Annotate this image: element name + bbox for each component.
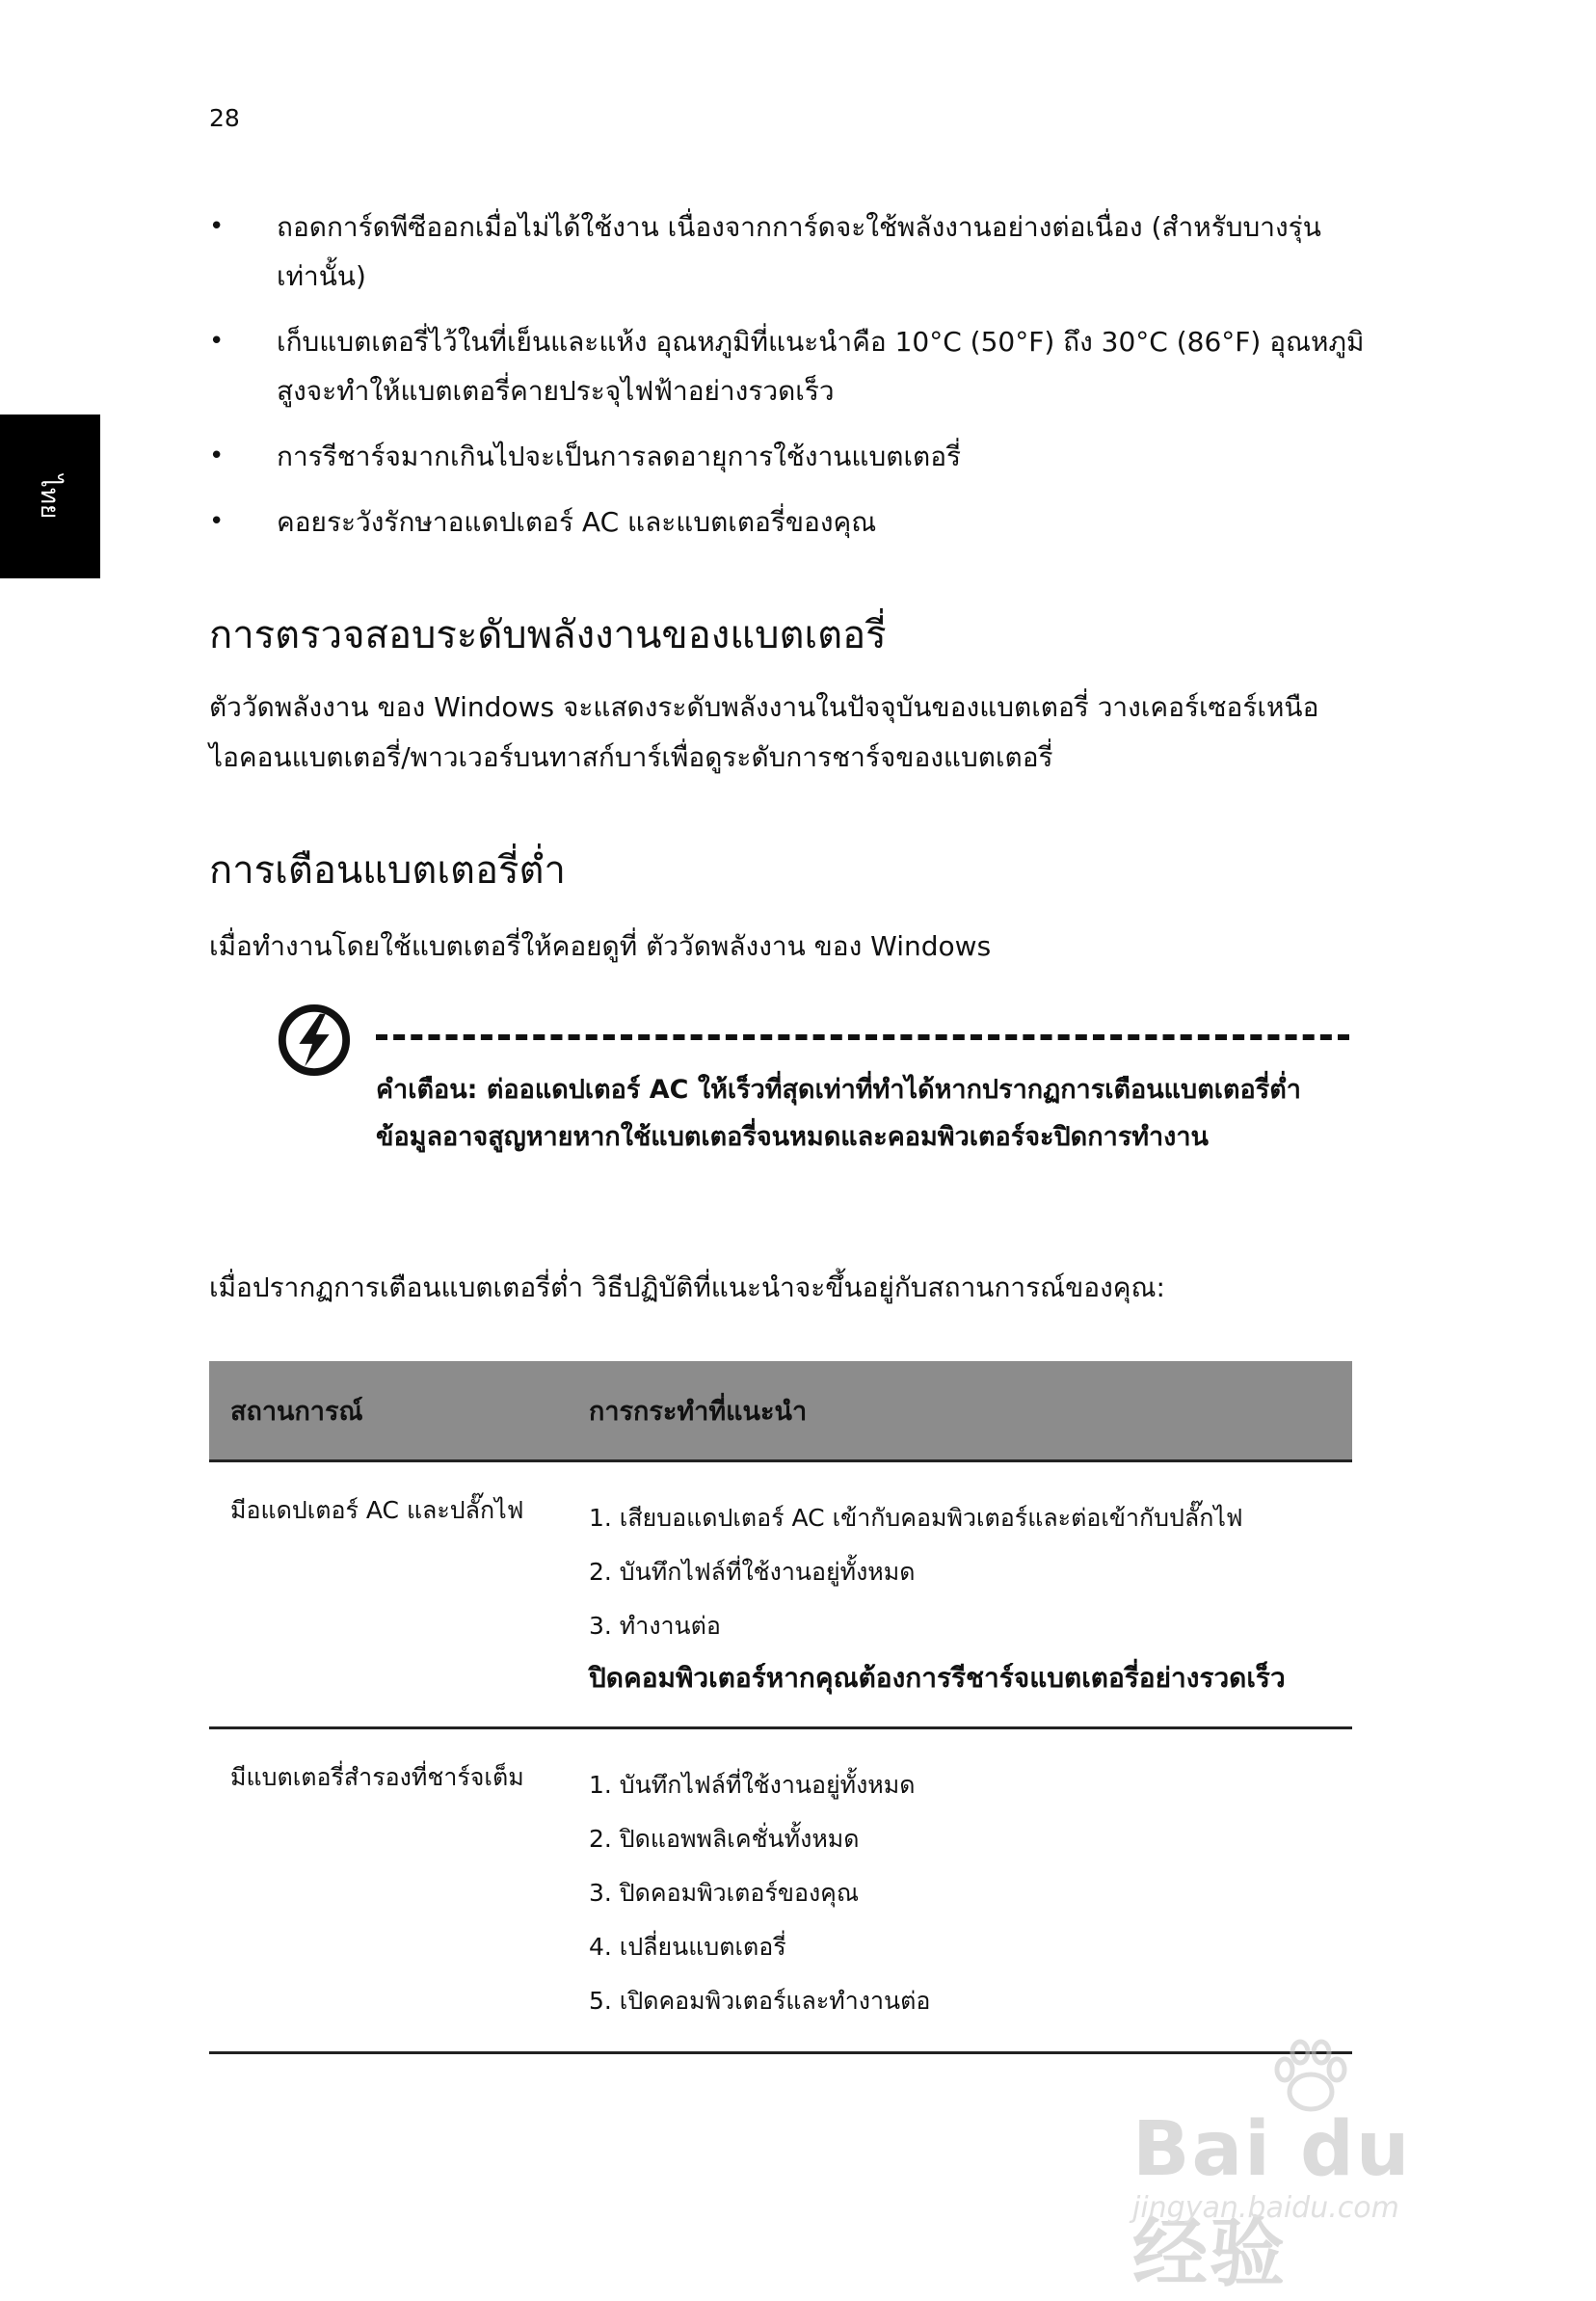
action-step: 5. เปิดคอมพิวเตอร์และทำงานต่อ xyxy=(589,1987,931,2015)
language-tab xyxy=(0,415,100,578)
table-row xyxy=(209,1461,1352,1728)
column-header-action: การกระทำที่แนะนำ xyxy=(568,1361,1352,1461)
actions-cell xyxy=(568,1461,1352,1728)
table-intro: เมื่อปรากฏการเตือนแบตเตอรี่ต่ำ วิธีปฏิบัติที่แนะนำจะขึ้นอยู่กับสถานการณ์ของคุณ: xyxy=(209,1271,1165,1303)
list-item: • เก็บแบตเตอรี่ไว้ในที่เย็นและแห้ง อุณหภูมิที่แนะนำคือ 10°C (50°F) ถึง 30°C (86°F) อุณหภูมิสูงจะทำให้แบตเตอรี่คายประจุไฟฟ้าอย่างรวดเร็ว xyxy=(209,317,1366,415)
action-step: 4. เปลี่ยนแบตเตอรี่ xyxy=(589,1933,786,1961)
paw-icon xyxy=(1267,2039,1354,2116)
action-step: 2. บันทึกไฟล์ที่ใช้งานอยู่ทั้งหมด xyxy=(589,1558,916,1586)
page-number: 28 xyxy=(209,104,240,132)
recommended-actions-table xyxy=(209,1361,1352,2054)
column-header-situation: สถานการณ์ xyxy=(209,1361,568,1461)
bullet-icon: • xyxy=(209,507,225,536)
warning-divider xyxy=(376,1034,1349,1040)
bullet-icon: • xyxy=(209,441,225,470)
table-header-row xyxy=(209,1361,1352,1461)
language-tab-label: ไทย xyxy=(35,474,65,519)
action-step: 3. ปิดคอมพิวเตอร์ของคุณ xyxy=(589,1879,860,1907)
situation-cell: มีแบตเตอรี่สำรองที่ชาร์จเต็ม xyxy=(209,1728,568,2053)
action-step: 2. ปิดแอพพลิเคชั่นทั้งหมด xyxy=(589,1825,860,1853)
low-battery-paragraph: เมื่อทำงานโดยใช้แบตเตอรี่ให้คอยดูที่ ตัววัดพลังงาน ของ Windows xyxy=(209,930,992,962)
bullet-icon: • xyxy=(209,327,225,356)
action-step: 1. บันทึกไฟล์ที่ใช้งานอยู่ทั้งหมด xyxy=(589,1771,916,1799)
list-item: • ถอดการ์ดพีซีออกเมื่อไม่ได้ใช้งาน เนื่องจากการ์ดจะใช้พลังงานอย่างต่อเนื่อง (สำหรับบางรุ่นเท่านั้น) xyxy=(209,202,1366,301)
list-item: • คอยระวังรักษาอแดปเตอร์ AC และแบตเตอรี่ของคุณ xyxy=(209,497,1366,547)
action-note: ปิดคอมพิวเตอร์หากคุณต้องการรีชาร์จแบตเตอรี่อย่างรวดเร็ว xyxy=(589,1662,1286,1694)
section-heading-low-battery: การเตือนแบตเตอรี่ต่ำ xyxy=(209,848,566,893)
baidu-watermark xyxy=(1123,2039,1499,2297)
list-item: • การรีชาร์จมากเกินไปจะเป็นการลดอายุการใช้งานแบตเตอรี่ xyxy=(209,432,1366,481)
warning-callout xyxy=(277,1003,1354,1215)
action-step: 3. ทำงานต่อ xyxy=(589,1612,721,1640)
care-tips-list xyxy=(209,202,1366,563)
situation-cell: มีอแดปเตอร์ AC และปลั๊กไฟ xyxy=(209,1461,568,1728)
battery-level-paragraph: ตัววัดพลังงาน ของ Windows จะแสดงระดับพลังงานในปัจจุบันของแบตเตอรี่ วางเคอร์เซอร์เหนือไอคอนแบตเตอรี่/พาวเวอร์บนทาสก์บาร์เพื่อดูระดับการชาร์จของแบตเตอรี่ xyxy=(209,691,1319,773)
warning-bolt-icon xyxy=(277,1003,352,1078)
action-step: 1. เสียบอแดปเตอร์ AC เข้ากับคอมพิวเตอร์และต่อเข้ากับปลั๊กไฟ xyxy=(589,1504,1243,1532)
table-row xyxy=(209,1728,1352,2053)
actions-cell xyxy=(568,1728,1352,2053)
watermark-url: jingyan.baidu.com xyxy=(1132,2191,1399,2225)
section-heading-battery-level: การตรวจสอบระดับพลังงานของแบตเตอรี่ xyxy=(209,613,887,657)
warning-text: คำเตือน: ต่ออแดปเตอร์ AC ให้เร็วที่สุดเท่าที่ทำได้หากปรากฏการเตือนแบตเตอรี่ต่ำ ข้อมูลอาจสูญหายหากใช้แบตเตอรี่จนหมดและคอมพิวเตอร์จะปิดการทำงาน xyxy=(376,1075,1301,1152)
bullet-icon: • xyxy=(209,212,225,241)
watermark-logo: Bai du 经验 xyxy=(1132,2106,1412,2297)
